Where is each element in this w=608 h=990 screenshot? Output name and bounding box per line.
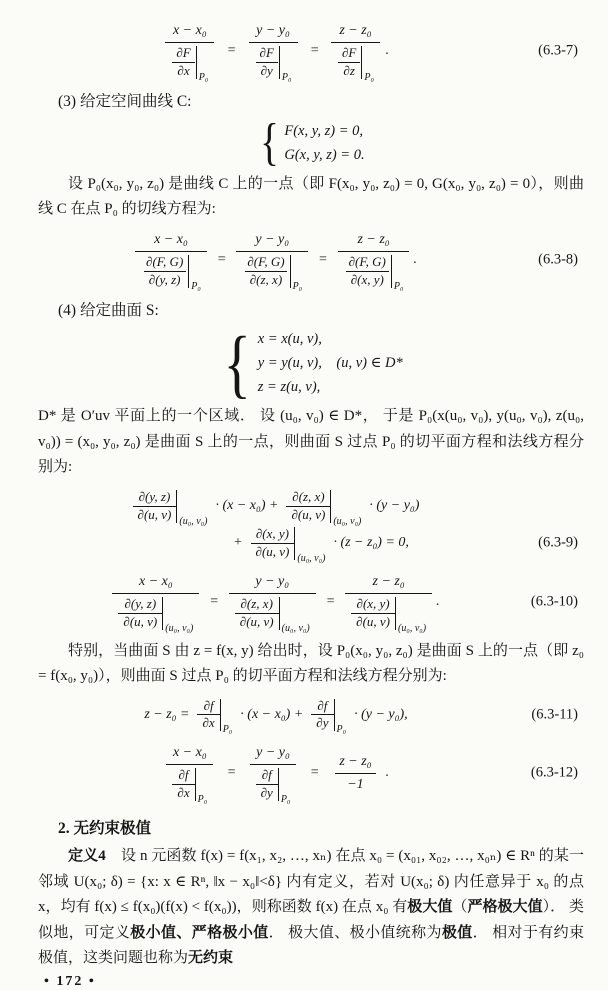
paragraph-surface: D* 是 O′uv 平面上的一个区域． 设 (u₀, v₀) ∈ D*， 于是 P₀(x(u₀, v₀), y(u₀, v₀), z(u₀, v₀)) = (x₀, y₀, z₀) 是曲面 S 上的一点，则曲面 S 过点 P₀ 的切平面方程和法线方程分别为: (38, 408, 584, 476)
jacobian-num: ∂(x, y) (356, 595, 390, 611)
numerator: y − y₀ (256, 23, 290, 38)
numerator: y − y₀ (255, 573, 290, 589)
numerator: z − z₀ (372, 573, 405, 589)
jacobian-den: ∂(u, v) (118, 613, 162, 630)
equation-line-2 (38, 525, 584, 564)
partial-num: ∂F (176, 45, 191, 60)
math-text: · (z − z₀) = 0, (333, 535, 409, 551)
numerator: x − x₀ (154, 231, 188, 247)
system-line: z = z(u, v), (257, 379, 321, 396)
partial-den: ∂x (197, 714, 219, 731)
paragraph-definition-4: 定义4 设 n 元函数 f(x) = f(x₁, x₂, …, xₙ) 在点 x₀ = (x₀₁, x₀₂, …, x₀ₙ) ∈ Rⁿ 的某一邻域 U(x₀; δ) = {x: x ∈ Rⁿ, ‖x − x₀‖<δ} 内有定义，若对 U(x₀; δ) 内任意异于 x₀ 的点 x，均有 f(x) ≤ f(x₀)(f(x) < f(x₀))，则称函数 f(x) 在点 x₀ 有极大值（严格极大值）． 类似地，可定义极小值、严格极小值． 极大值、极小值统称为极值． 相对于有约束极值，这类问题也称为无约束 (38, 848, 584, 967)
numerator: y − y₀ (255, 231, 290, 247)
numerator: z − z₀ (339, 23, 372, 38)
period: . (385, 42, 390, 58)
partial-den: ∂z (338, 62, 359, 79)
denominator (250, 764, 297, 806)
equals-sign: = (216, 251, 227, 267)
evaluation-bar: (u₀, v₀) (176, 490, 207, 523)
jacobian-den: ∂(u, v) (351, 613, 395, 630)
evaluation-bar: P₀ (290, 255, 303, 288)
jacobian-num: ∂(z, x) (240, 595, 273, 611)
jacobian-den: ∂(u, v) (251, 543, 295, 560)
numerator: x − x₀ (172, 745, 207, 761)
brace-icon: { (260, 114, 280, 172)
jacobian-term (286, 488, 362, 527)
evaluation-bar: P₀ (188, 255, 201, 288)
partial-den: ∂y (256, 784, 278, 801)
page-number: • 172 • (44, 973, 96, 989)
denominator (331, 42, 380, 83)
equation-6-3-12 (38, 745, 584, 806)
partial-num: ∂F (341, 45, 357, 60)
plus-sign: + (233, 535, 243, 551)
equation-6-3-9 (38, 488, 584, 564)
denominator: −1 (335, 773, 375, 793)
evaluation-bar: (u₀, v₀) (294, 527, 325, 560)
partial-den: ∂x (172, 62, 194, 79)
evaluation-bar: P₀ (334, 699, 347, 732)
item-4-label: (4) 给定曲面 S: (58, 301, 159, 319)
math-text: · (y − y₀) (369, 498, 420, 514)
item-3-label: (3) 给定空间曲线 C: (58, 92, 192, 110)
period: . (413, 251, 417, 267)
surface-system (38, 321, 584, 406)
partial-num: ∂f (261, 767, 272, 783)
curve-system (38, 114, 584, 172)
denominator (229, 593, 316, 634)
partial-den: ∂y (256, 62, 278, 79)
evaluation-bar: (u₀, v₀) (395, 597, 426, 630)
fraction (163, 745, 217, 806)
denominator (345, 593, 432, 634)
partial-den: ∂x (172, 784, 194, 801)
equals-sign: = (318, 251, 328, 267)
numerator: z − z₀ (357, 231, 390, 247)
brace-icon: { (223, 321, 252, 406)
fraction (338, 231, 410, 292)
denominator (165, 42, 214, 83)
jacobian-num: ∂(F, G) (348, 253, 386, 269)
evaluation-bar: P₀ (361, 46, 374, 79)
partial-num: ∂f (203, 697, 214, 713)
system-line: F(x, y, z) = 0, (284, 122, 363, 139)
equals-sign: = (309, 765, 320, 781)
partial-num: ∂f (178, 767, 189, 783)
equation-tag: (6.3-12) (530, 764, 578, 781)
denominator (166, 764, 213, 806)
numerator: x − x₀ (138, 573, 173, 589)
partial-den: ∂y (311, 714, 333, 731)
evaluation-bar: (u₀, v₀) (279, 597, 310, 630)
period: . (385, 765, 390, 781)
jacobian-num: ∂(F, G) (247, 253, 285, 269)
evaluation-bar: P₀ (220, 699, 233, 732)
equation-6-3-7 (38, 23, 584, 83)
system-line: G(x, y, z) = 0. (284, 146, 365, 163)
jacobian-term (133, 488, 208, 527)
jacobian-num: ∂(z, x) (292, 488, 325, 504)
equation-6-3-8 (38, 231, 584, 292)
numerator: z − z₀ (339, 753, 372, 769)
equation-line-1 (38, 488, 584, 527)
denominator (236, 251, 308, 292)
equation-tag: (6.3-9) (538, 534, 578, 551)
fraction (135, 231, 207, 292)
equation-6-3-10 (38, 573, 584, 634)
equation-tag: (6.3-10) (530, 593, 578, 610)
section-heading-unconstrained-extrema: 2. 无约束极值 (58, 820, 152, 838)
fraction (163, 23, 217, 83)
equals-sign: = (209, 593, 219, 609)
equals-sign: = (226, 765, 237, 781)
evaluation-bar: P₀ (278, 768, 291, 801)
jacobian-den: ∂(u, v) (133, 506, 177, 523)
jacobian-den: ∂(z, x) (245, 271, 287, 288)
paragraph-curve: 设 P₀(x₀, y₀, z₀) 是曲线 C 上的一点（即 F(x₀, y₀, z₀) = 0, G(x₀, y₀, z₀) = 0），则曲线 C 在点 P₀ 的切线方程为: (38, 175, 584, 218)
numerator: y − y₀ (256, 745, 290, 761)
jacobian-den: ∂(x, y) (346, 271, 389, 288)
denominator (112, 593, 199, 634)
evaluation-bar: P₀ (196, 46, 209, 79)
fraction (246, 23, 300, 83)
jacobian-den: ∂(u, v) (235, 613, 279, 630)
evaluation-bar: P₀ (391, 255, 404, 288)
equals-sign: = (325, 593, 336, 609)
jacobian-num: ∂(x, y) (255, 525, 289, 541)
denominator (338, 251, 410, 292)
system-line: y = y(u, v), (u, v) ∈ D* (257, 355, 403, 372)
evaluation-bar: (u₀, v₀) (330, 490, 361, 523)
partial-num: ∂f (317, 697, 328, 713)
equation-6-3-11 (38, 697, 584, 736)
math-text: · (x − x₀) + (215, 498, 279, 514)
math-text: · (x − x₀) + (240, 706, 304, 722)
equation-tag: (6.3-8) (538, 251, 578, 268)
fraction (345, 573, 432, 634)
evaluation-bar: (u₀, v₀) (162, 597, 193, 630)
numerator: x − x₀ (172, 23, 207, 38)
partial-term (311, 697, 347, 736)
jacobian-num: ∂(y, z) (124, 595, 157, 611)
fraction (112, 573, 199, 634)
fraction (229, 573, 316, 634)
partial-term (197, 697, 233, 736)
denominator (249, 42, 298, 83)
jacobian-num: ∂(y, z) (138, 488, 171, 504)
period: . (436, 593, 440, 609)
jacobian-den: ∂(u, v) (286, 506, 330, 523)
jacobian-den: ∂(y, z) (144, 271, 186, 288)
evaluation-bar: P₀ (279, 46, 292, 79)
evaluation-bar: P₀ (195, 768, 208, 801)
system-line: x = x(u, v), (257, 331, 322, 348)
partial-num: ∂F (259, 45, 274, 60)
equals-sign: = (226, 42, 237, 58)
fraction (329, 754, 381, 793)
math-text: z − z₀ = (144, 706, 190, 722)
paragraph-special: 特别，当曲面 S 由 z = f(x, y) 给出时，设 P₀(x₀, y₀, z₀) 是曲面 S 上的一点（即 z₀ = f(x₀, y₀)），则曲面 S 过点 P₀ 的切平面方程和法线方程分别为: (38, 642, 584, 685)
equation-tag: (6.3-7) (538, 42, 578, 59)
equation-tag: (6.3-11) (531, 706, 578, 723)
denominator (135, 251, 207, 292)
jacobian-term (251, 525, 326, 564)
math-text: · (y − y₀), (354, 706, 408, 722)
jacobian-num: ∂(F, G) (146, 253, 184, 269)
fraction (236, 231, 308, 292)
fraction (246, 745, 300, 806)
fraction (329, 23, 381, 83)
equals-sign: = (309, 42, 320, 58)
